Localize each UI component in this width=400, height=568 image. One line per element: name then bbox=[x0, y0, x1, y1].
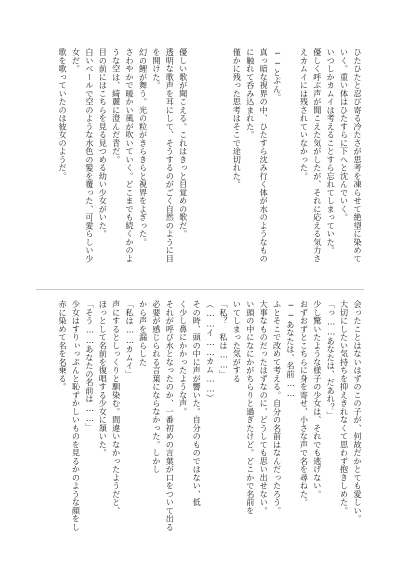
text-line: いてしまった気がする bbox=[232, 300, 243, 383]
text-line: 大事なものだったはずなのに、どうしても思い出せない。 bbox=[259, 300, 270, 515]
text-line: いく。重い体はひたすらに下へと沈んでいく。 bbox=[339, 48, 350, 222]
top-text-block bbox=[56, 48, 364, 284]
text-line: から声を漏らした bbox=[138, 300, 149, 366]
text-line: それが呼び水となったのか、一番初めの言葉が口をついて出る bbox=[165, 300, 176, 531]
text-line: 歌を歌っていたのは彼女のようだ。 bbox=[58, 48, 69, 180]
text-line: いつしかカムイは考えることすら忘れてしまっていた。 bbox=[326, 48, 337, 255]
text-line: 「私は……カムイ」 bbox=[125, 300, 136, 379]
text-line: 声にするとしっくりと馴染む。間違いなかったようだと、 bbox=[111, 300, 122, 515]
text-line: 僅かに残った思考はそこで途切れた。 bbox=[232, 48, 243, 189]
section-divider bbox=[36, 289, 364, 290]
text-line: く少し鼻にかかったような声。 bbox=[178, 300, 189, 416]
text-line: 真っ暗な視界の中、ひたすら沈み行く体が水のようなもの bbox=[259, 48, 270, 263]
text-line: い頭の中になにかがちらりと過ぎたけど。どこかで名前を bbox=[245, 300, 256, 515]
text-line: 幻の鯉が舞う。光の粒がきらきらと視界をよぎった。 bbox=[138, 48, 149, 246]
text-line: 「そう……あなたの名前は……」 bbox=[84, 300, 95, 432]
text-line: ──とぷん。 bbox=[272, 48, 283, 102]
text-line: 「私？ 私は……」 bbox=[218, 300, 229, 379]
text-line: 必要が感じられる言葉にならなかった。しかし bbox=[151, 300, 162, 474]
text-line: ほっとして名前を復唱する少女に頷いた。 bbox=[98, 300, 109, 457]
text-line: その時、頭の中に声が響いた。自分のものではない、低 bbox=[192, 300, 203, 507]
text-line: えカムイには残されていなかった。 bbox=[299, 48, 310, 180]
text-line: 女だ。 bbox=[71, 48, 82, 73]
bottom-text-block bbox=[56, 300, 364, 536]
text-line: を開けた。 bbox=[151, 48, 162, 90]
text-line: 優しい歌が聞こえる。これはきっと目覚めの歌だ。 bbox=[178, 48, 189, 238]
text-line: に触れて呑み込まれた。 bbox=[245, 48, 256, 139]
text-line: おずおずとこちらに身を寄せ、小さな声で名を尋ねた。 bbox=[299, 300, 310, 507]
text-line: 少女はすりぃっぷんと恥ずかしいものを見るかのような顔をし bbox=[71, 300, 82, 531]
text-line: ふとそこで改めて考える。自分の名前はなんだったろう。 bbox=[272, 300, 283, 515]
text-line: 会ったことはないはずのこの子が、何故だかとても愛しい。 bbox=[353, 300, 363, 523]
text-line: 白いベールで空のような水色の髪を覆った、可愛らしい少 bbox=[84, 48, 95, 263]
text-line: さわやかで暖かい風が吹いていく。どこまでも続くかのよ bbox=[125, 48, 136, 263]
text-line: 透明な歌声を耳にして、そうするのがごく自然のように目 bbox=[165, 48, 176, 263]
text-line bbox=[190, 48, 203, 284]
text-line: ──あなたは、名前…… bbox=[285, 300, 296, 399]
text-line bbox=[217, 48, 230, 284]
text-line: 目の前にはこちらを見る見つめる幼い少女がいた。 bbox=[98, 48, 109, 238]
text-line: 赤に染めて名を名乗る。 bbox=[58, 300, 69, 391]
text-line: 大切にしたい気持ちを抑えきれなくて思わず抱きしめた。 bbox=[339, 300, 350, 515]
text-line: 少し驚いたような様子の少女は、それでも逃げない。 bbox=[312, 300, 323, 498]
text-line bbox=[203, 48, 216, 284]
text-line: ひたひたと忍び寄る冷たさが思考を凍らせて絶望に染めて bbox=[353, 48, 363, 263]
text-line: 優しく呼ぶ声が聞こえた気がしたが、それに応える気力さ bbox=[312, 48, 323, 263]
text-line: 「っ……あなたは、だあれ？」 bbox=[326, 300, 337, 420]
text-line bbox=[284, 48, 297, 284]
text-line: うな空は、綺麗に澄んだ青だ。 bbox=[111, 48, 122, 164]
text-line: （……イ……カム……） bbox=[205, 300, 216, 403]
